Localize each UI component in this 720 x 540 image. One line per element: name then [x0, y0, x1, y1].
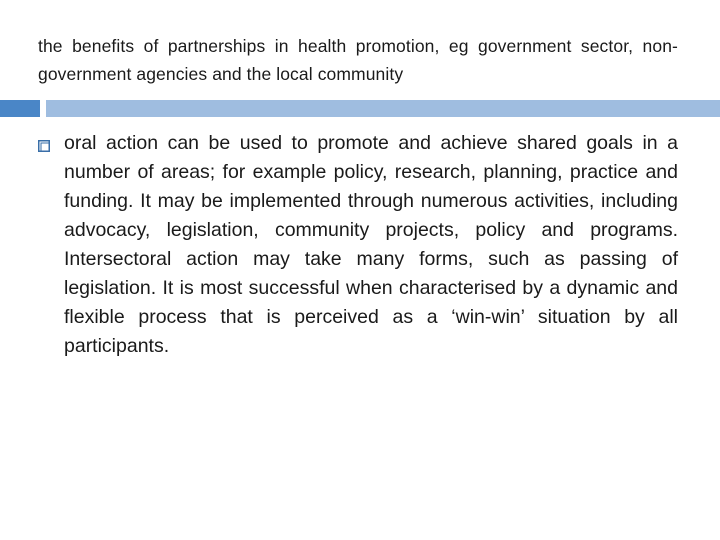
divider-accent-light	[46, 100, 720, 117]
bullet-text: oral action can be used to promote and achieve shared goals in a number of areas; for example policy, research, planning, practice and funding. It may be implemented through numerous activities, including advocacy, legislation, community projects, policy and programs. Intersectoral action may take many forms, such as passing of legislation. It is most successful when characterised by a dynamic and flexible process that is perceived as a ‘win-win’ situation by all participants.	[64, 132, 678, 357]
slide-title: the benefits of partnerships in health promotion, eg government sector, non-government agencies and the local community	[38, 36, 678, 84]
header-divider-bar	[0, 100, 720, 117]
divider-accent-dark	[0, 100, 40, 117]
square-bullet-icon	[38, 140, 50, 152]
